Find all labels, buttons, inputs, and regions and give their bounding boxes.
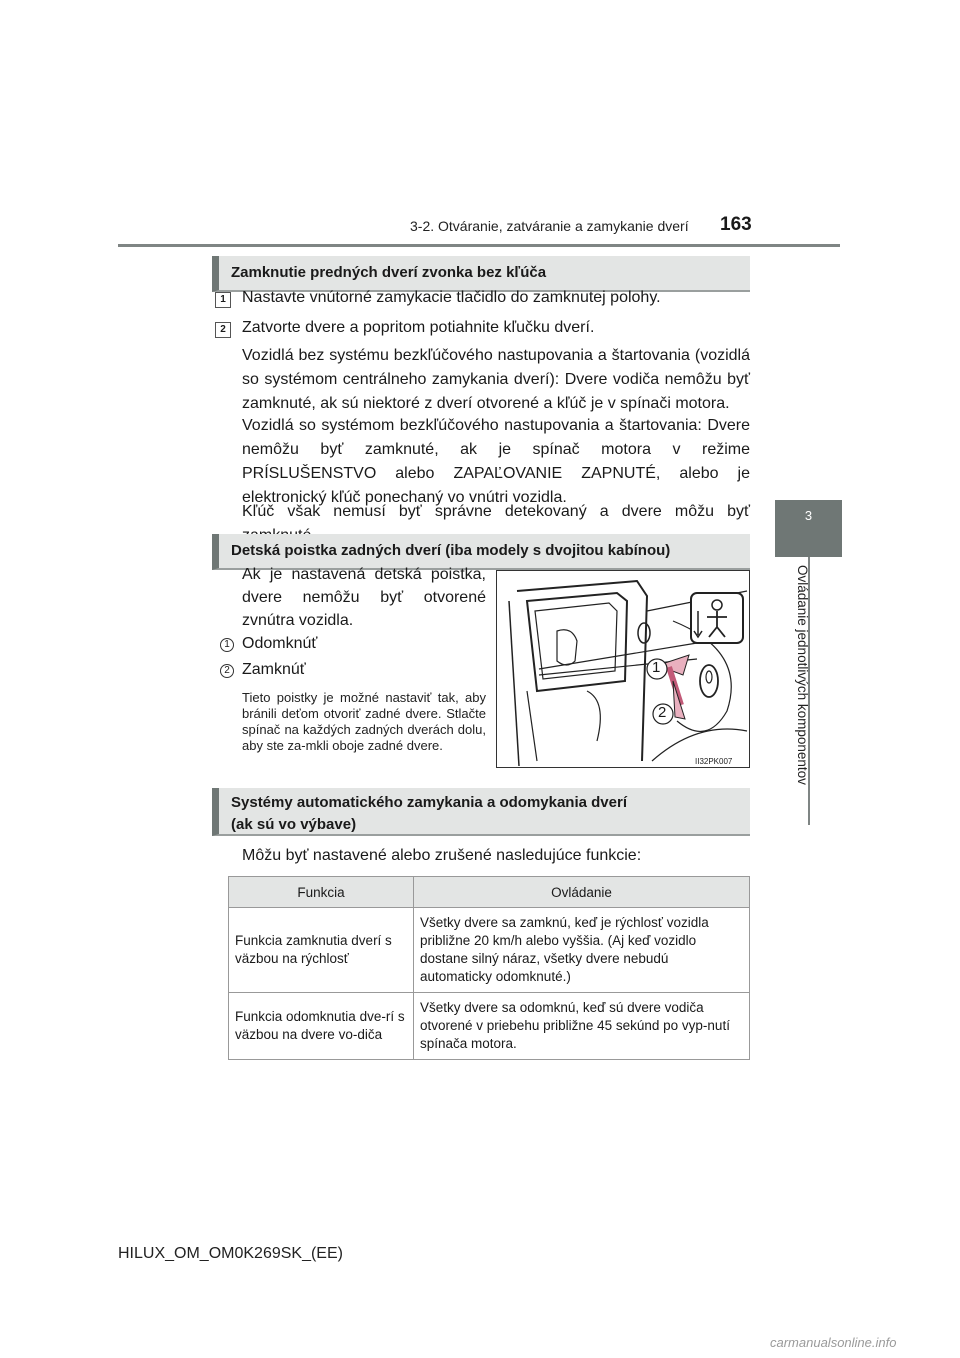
step-number-1: 1 [215,292,231,308]
section-heading-auto-lock-line2: (ak sú vo výbave) [231,816,357,833]
auto-lock-intro: Môžu byť nastavené alebo zrušené nasledujúce funkcie: [242,847,642,864]
child-lock-note: Tieto poistky je možné nastaviť tak, aby bránili deťom otvoriť zadné dvere. Stlačte spínač na každých zadných dverách dolu, aby ste za-mkli oboje zadné dvere. [242,690,486,753]
table-row [229,993,750,1060]
step-number-2: 2 [215,322,231,338]
callout-lock: 2 [658,704,667,721]
table-cell-function: Funkcia odomknutia dve-rí s väzbou na dvere vo-diča [229,993,414,1060]
item-number-1: 1 [220,638,234,652]
header-rule [118,244,840,247]
page-number: 163 [720,214,752,235]
table-row [229,908,750,993]
table-cell-operation: Všetky dvere sa odomknú, keď sú dvere vodiča otvorené v priebehu približne 45 sekúnd po vyp-nutí spínača motora. [414,993,750,1060]
auto-lock-functions-table [228,876,750,1060]
item-text-lock: Zamknúť [242,661,306,678]
table-header-function: Funkcia [229,877,414,908]
step-text-2: Zatvorte dvere a popritom potiahnite kľučku dverí. [242,319,595,336]
section-heading-auto-lock-line1: Systémy automatického zamykania a odomykania dverí [231,794,627,811]
document-code-footer: HILUX_OM_OM0K269SK_(EE) [118,1245,343,1262]
paragraph-no-keyless: Vozidlá bez systému bezkľúčového nastupovania a štartovania (vozidlá so systémom centrálneho zamykania dverí): Dvere vodiča nemôžu byť zamknuté, ak sú niektoré z dverí otvorené a kľúč je v spínači motora. [242,347,750,412]
paragraph-keyless: Vozidlá so systémom bezkľúčového nastupovania a štartovania: Dvere nemôžu byť zamknuté, ak je spínač motora v režime PRÍSLUŠENSTVO alebo ZAPAĽOVANIE ZAPNUTÉ, alebo je elektronický kľúč ponechaný vo vnútri vozidla. [242,417,750,506]
paragraph-child-lock-intro: Ak je nastavená detská poistka, dvere nemôžu byť otvorené zvnútra vozidla. [242,566,486,629]
table-cell-operation: Všetky dvere sa zamknú, keď je rýchlosť vozidla približne 20 km/h alebo vyššia. (Aj keď vozidlo dostane silný náraz, všetky dvere nebudú automaticky odomknuté.) [414,908,750,993]
paragraph-key-detection: Kľúč však nemusí byť správne detekovaný a dvere môžu byť [242,503,750,520]
section-heading-child-lock: Detská poistka zadných dverí (iba modely s dvojitou kabínou) [212,534,750,570]
child-lock-lever [700,665,718,697]
table-cell-function: Funkcia zamknutia dverí s väzbou na rýchlosť [229,908,414,993]
item-number-2: 2 [220,664,234,678]
item-text-unlock: Odomknúť [242,635,318,652]
callout-unlock: 1 [652,659,661,676]
chapter-label: Ovládanie jednotlivých komponentov [795,565,810,785]
section-heading-auto-lock [212,788,750,836]
running-header-section: 3-2. Otváranie, zatváranie a zamykanie dverí [410,218,689,234]
figure-code: II32PK007 [695,757,733,766]
door-drawing [497,571,749,767]
section-heading-keyless-lock: Zamknutie predných dverí zvonka bez kľúča [212,256,750,292]
step-text-1: Nastavte vnútorné zamykacie tlačidlo do zamknutej polohy. [242,289,661,306]
chapter-number: 3 [804,508,813,523]
direction-arrow-icon [673,681,685,719]
table-header-operation: Ovládanie [414,877,750,908]
child-lock-illustration [496,570,750,768]
site-watermark: carmanualsonline.info [770,1335,897,1350]
